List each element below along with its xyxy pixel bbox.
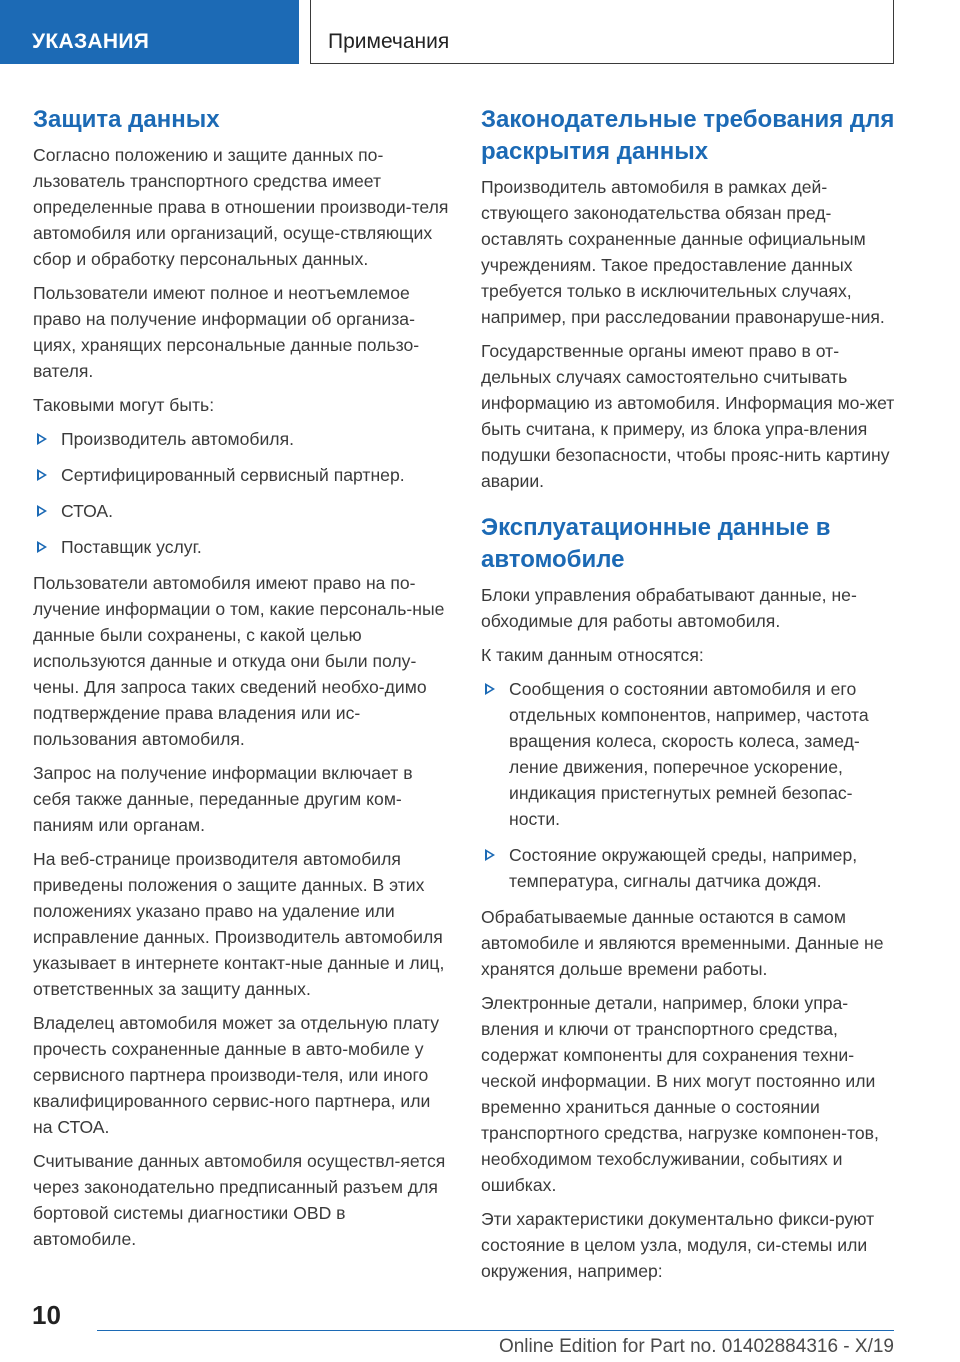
list-item-text: Сертифицированный сервисный партнер. <box>61 465 405 485</box>
list-item <box>33 498 453 524</box>
triangle-bullet-icon <box>485 683 495 695</box>
paragraph: Пользователи автомобиля имеют право на по-лучение информации о том, какие персональ-ные данные были сохранены, с какой целью используются данные и откуда они были полу-чены. Для запроса таких сведений необхо-димо подтверждение права владения или ис-пользования автомобиля. <box>33 573 445 749</box>
page-number: 10 <box>32 1300 61 1330</box>
paragraph: Пользователи имеют полное и неотъемлемое право на получение информации об организа-циях, хранящих персональные данные пользо-вателя. <box>33 283 420 381</box>
heading-operational-data: Эксплуатационные данные в автомобиле <box>481 514 831 573</box>
paragraph: Электронные детали, например, блоки упра-вления и ключи от транспортного средства, содержат компоненты для сохранения техни-ческой информации. В них могут постоянно или временно храниться данные о состоянии транспортного средства, нагрузке компонен-тов, необходимом техобслуживании, событиях и ошибках. <box>481 993 879 1195</box>
paragraph: Таковыми могут быть: <box>33 395 215 415</box>
section-tab <box>0 0 299 64</box>
section-title: Примечания <box>328 30 450 53</box>
list-item-text: Сообщения о состоянии автомобиля и его отдельных компонентов, например, частота вращения колеса, скорость колеса, замед-ление движения, поперечное ускорение, индикация пристегнутых ремней безопас-ности. <box>509 679 869 829</box>
list-item-text: Производитель автомобиля. <box>61 429 294 449</box>
paragraph: Считывание данных автомобиля осуществл-яется через законодательно предписанный разъем для бортовой системы диагностики OBD в автомобиле. <box>33 1151 446 1249</box>
list-item <box>481 842 901 894</box>
list-item <box>33 426 453 452</box>
list-item-text: СТОА. <box>61 501 113 521</box>
list-item <box>33 462 453 488</box>
paragraph: Обрабатываемые данные остаются в самом автомобиле и являются временными. Данные не хранятся дольше времени работы. <box>481 907 884 979</box>
paragraph: Владелец автомобиля может за отдельную плату прочесть сохраненные данные в авто-мобиле у сервисного партнера производи-теля, или иного квалифицированного сервис-ного партнера, или на СТОА. <box>33 1013 440 1137</box>
paragraph: Государственные органы имеют право в от-дельных случаях самостоятельно считывать информацию из автомобиля. Информация мо-жет быть считана, к примеру, из блока упра-вления подушки безопасности, чтобы прояс-нить картину аварии. <box>481 341 895 491</box>
footer-edition: Online Edition for Part no. 01402884316 - X/19 <box>498 1336 894 1357</box>
list-item <box>481 676 901 832</box>
paragraph: На веб-странице производителя автомобиля приведены положения о защите данных. В этих положениях указано право на удаление или исправление данных. Производитель автомобиля указывает в интернете контакт-ные данные и лиц, ответственных за защиту данных. <box>33 849 445 999</box>
paragraph: Эти характеристики документально фикси-руют состояние в целом узла, модуля, си-стемы или окружения, например: <box>481 1209 875 1281</box>
paragraph: К таким данным относятся: <box>481 645 704 665</box>
left-column <box>33 104 453 1260</box>
paragraph: Запрос на получение информации включает в себя также данные, переданные другим ком-паниям или органам. <box>33 763 413 835</box>
section-tab-label: УКАЗАНИЯ <box>32 30 150 53</box>
section-title-box <box>310 0 894 64</box>
paragraph: Производитель автомобиля в рамках дей-ствующего законодательства обязан пред-оставлять сохраненные данные официальным учреждениям. Такое предоставление данных требуется только в исключительных случаях, например, при расследовании правонаруше-ния. <box>481 177 885 327</box>
paragraph: Согласно положению и защите данных по-льзователь транспортного средства имеет определенные права в отношении производи-теля автомобиля или организаций, осуще-ствляющих сбор и обработку персональных данных. <box>33 145 449 269</box>
triangle-bullet-icon <box>37 541 47 553</box>
triangle-bullet-icon <box>37 433 47 445</box>
list-item-text: Поставщик услуг. <box>61 537 202 557</box>
right-column <box>481 104 901 1292</box>
paragraph: Блоки управления обрабатывают данные, не-обходимые для работы автомобиля. <box>481 585 857 631</box>
list-item-text: Состояние окружающей среды, например, температура, сигналы датчика дождя. <box>509 845 858 891</box>
heading-data-protection: Защита данных <box>33 106 220 133</box>
triangle-bullet-icon <box>485 849 495 861</box>
heading-legal-requirements: Законодательные требования для раскрытия данных <box>481 106 895 165</box>
triangle-bullet-icon <box>37 505 47 517</box>
footer-divider <box>97 1330 894 1331</box>
list-item <box>33 534 453 560</box>
triangle-bullet-icon <box>37 469 47 481</box>
